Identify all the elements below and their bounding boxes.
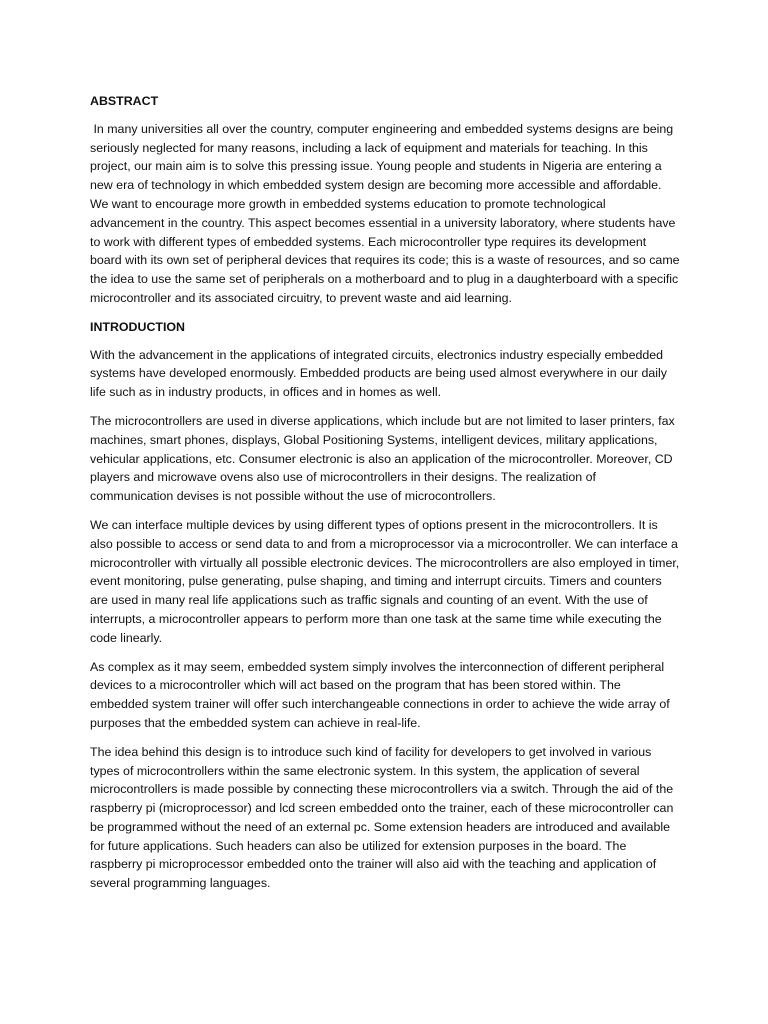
- abstract-heading: ABSTRACT: [90, 94, 159, 108]
- abstract-paragraph: In many universities all over the country, computer engineering and embedded systems designs are being seriously neglected for many reasons, including a lack of equipment and materials for teaching. In this project, our main aim is to solve this pressing issue. Young people and students in Nigeria are entering a new era of technology in which embedded system design are becoming more accessible and affordable. We want to encourage more growth in embedded systems education to promote technological advancement in the country. This aspect becomes essential in a university laboratory, where students have to work with different types of embedded systems. Each microcontroller type requires its development board with its own set of peripheral devices that requires its code; this is a waste of resources, and so came the idea to use the same set of peripherals on a motherboard and to plug in a daughterboard with a specific microcontroller and its associated circuitry, to prevent waste and aid learning.: [90, 121, 683, 305]
- document-body: [90, 92, 683, 903]
- introduction-paragraph: The microcontrollers are used in diverse applications, which include but are not limited to laser printers, fax machines, smart phones, displays, Global Positioning Systems, intelligent devices, military applications, vehicular applications, etc. Consumer electronic is also an application of the microcontroller. Moreover, CD players and microwave ovens also use of microcontrollers in their designs. The realization of communication devises is not possible without the use of microcontrollers.: [90, 413, 675, 504]
- introduction-heading: INTRODUCTION: [90, 319, 185, 334]
- introduction-paragraph: With the advancement in the applications of integrated circuits, electronics industry especially embedded systems have developed enormously. Embedded products are being used almost everywhere in our daily life such as in industry products, in offices and in homes as well.: [90, 347, 667, 400]
- introduction-paragraph: As complex as it may seem, embedded system simply involves the interconnection of different peripheral devices to a microcontroller which will act based on the program that has been stored within. The embedded system trainer will offer such interchangeable connections in order to achieve the wide array of purposes that the embedded system can achieve in real-life.: [90, 659, 670, 730]
- introduction-paragraph: We can interface multiple devices by using different types of options present in the microcontrollers. It is also possible to access or send data to and from a microprocessor via a microcontroller. We can interface a microcontroller with virtually all possible electronic devices. The microcontrollers are also employed in timer, event monitoring, pulse generating, pulse shaping, and timing and interrupt circuits. Timers and counters are used in many real life applications such as traffic signals and counting of an event. With the use of interrupts, a microcontroller appears to perform more than one task at the same time while executing the code linearly.: [90, 517, 680, 645]
- introduction-paragraph: The idea behind this design is to introduce such kind of facility for developers to get involved in various types of microcontrollers within the same electronic system. In this system, the application of several microcontrollers is made possible by connecting these microcontrollers via a switch. Through the aid of the raspberry pi (microprocessor) and lcd screen embedded onto the trainer, each of these microcontroller can be programmed without the need of an external pc. Some extension headers are introduced and available for future applications. Such headers can also be utilized for extension purposes in the board. The raspberry pi microprocessor embedded onto the trainer will also aid with the teaching and application of several programming languages.: [90, 744, 674, 891]
